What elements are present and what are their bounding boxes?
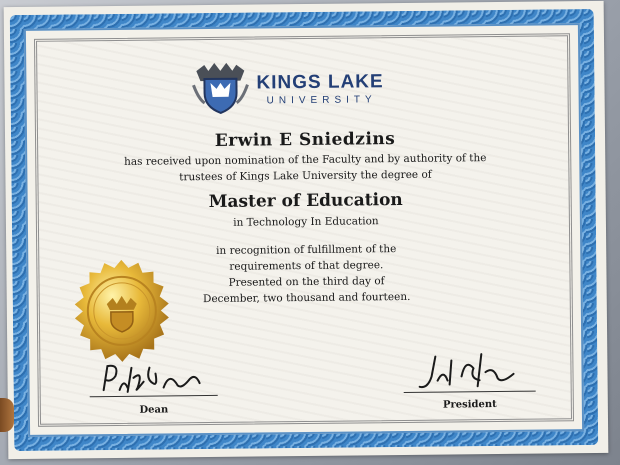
rolled-paper-edge [0, 398, 14, 432]
presented-text: Presented on the third day of [228, 275, 385, 289]
crown-shield-crest-icon [190, 59, 251, 116]
dean-caption: Dean [139, 404, 169, 416]
university-subtitle: UNIVERSITY [266, 94, 377, 107]
recipient-name: Erwin E Sniedzins [214, 129, 396, 151]
degree-title: Master of Education [208, 189, 403, 213]
president-caption: President [442, 399, 497, 411]
president-signature [409, 350, 521, 393]
degree-field: in Technology In Education [233, 215, 379, 229]
recognition-text: in recognition of fulfillment of the [216, 243, 397, 257]
university-logo [190, 57, 431, 116]
dean-signature [97, 359, 207, 396]
nomination-text: has received upon nomination of the Faculty and by authority of the [124, 152, 487, 168]
diploma-sheet [4, 1, 609, 459]
date-text: December, two thousand and fourteen. [202, 290, 411, 306]
gold-seal-icon [68, 257, 175, 364]
trustees-text: trustees of Kings Lake University the degree of [179, 168, 432, 184]
requirements-text: requirements of that degree. [229, 259, 384, 273]
university-name: KINGS LAKE [256, 71, 384, 94]
